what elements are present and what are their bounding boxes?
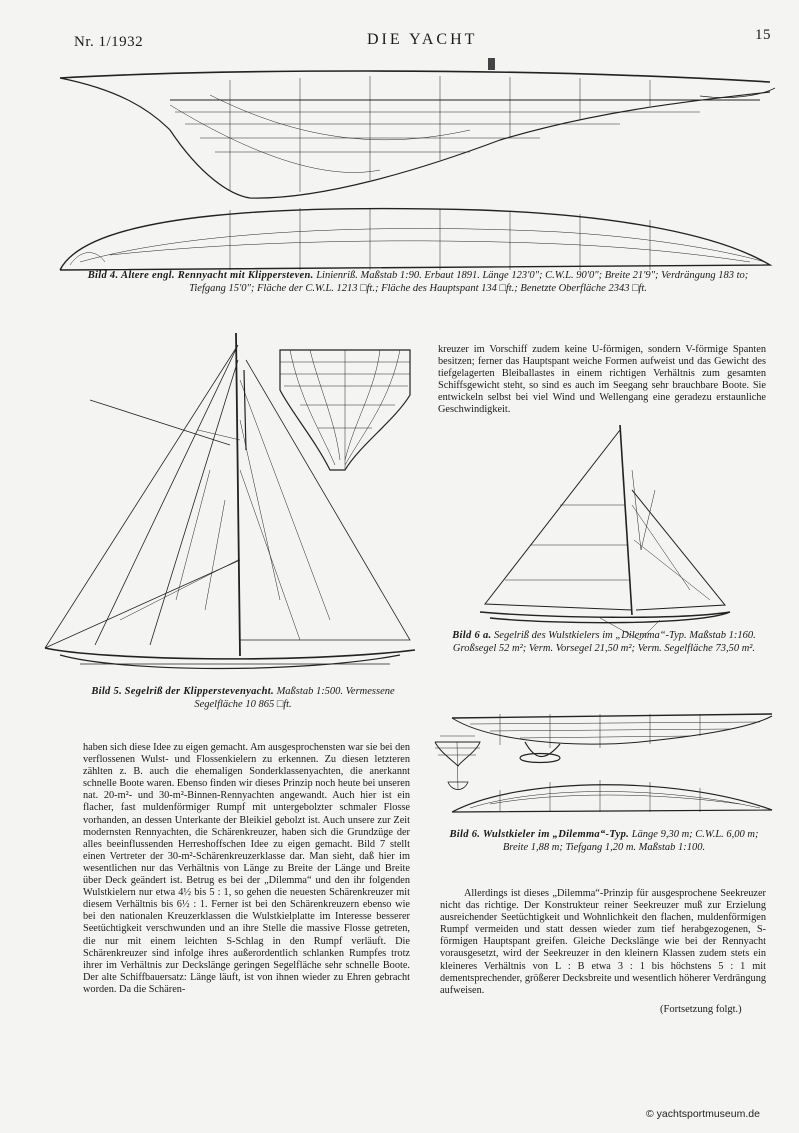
body-text-right-bottom [440,888,766,997]
paragraph: haben sich diese Idee zu eigen gemacht. Am ausgesprochensten war sie bei den verflossenen Wulst- und Flossenkielern zu erkennen. Zu diesen letzteren zählten z. B. auch die ehemaligen Sonderklassenyachten, die anerkannt schnelle Boote waren. Ebenso finden wir dieses Prinzip noch heute bei unseren nat. 20-m²- und 30-m²-Binnen-Rennyachten angewandt. Auch hier ist ein flacher, fast muldenförmiger Rumpf mit untergebolzter schmaler Flosse vorhanden, an dessen Unterkante der Bleikiel gebolzt ist. Auch unsere zur Zeit modernsten Rennyachten, die Schärenkreuzer, haben sich die Grundzüge der alles beeinflussenden Herreshoffschen Idee zu eigen gemacht. Bild 7 stellt einen Vertreter der 30-m²-Schärenkreuzerklasse dar. Man sieht, daß hier im wesentlichen nur das Verhältnis von Länge zu Breite der Länge und Breite über Deck geändert ist. Betrug es bei der „Dilemma“ und den ihr folgenden Wulstkielern nur etwa 4½ bis 5 : 1, so gehen die neuesten Schärenkreuzer mit diesem Verhältnis bis 6½ : 1. Ferner ist bei den Schärenkreuzern ebenso wie bei den nationalen Kreuzerklassen die Wulstkielplatte im Interesse besserer Seetüchtigkeit verschwunden und an ihre Stelle die massive Flosse getreten, die nur mit einem leichten S-Schlag in den Rumpf verläuft. Die Schärenkreuzer sind infolge ihres außerordentlich schlanken Rumpfes trotz ihrer im Verhältnis zur Deckslänge geringen Segelfläche sehr schnelle Boote. Der alte Schiffbauersatz: Länge läuft, ist von ihnen wieder zu Ehren gebracht worden. Da die Schären- [83,742,410,995]
fig6-label: Bild 6. [449,829,481,840]
fig6-caption [438,829,770,854]
fig5-details: Maßstab 1:500. Vermessene Segelfläche 10 865 □ft. [194,686,395,710]
fig6-details: Länge 9,30 m; C.W.L. 6,00 m; Breite 1,88 m; Tiefgang 1,20 m. Maßstab 1:100. [502,829,759,853]
issue-number: Nr. 1/1932 [74,34,144,50]
fig6-title: Wulstkieler im „Dilemma“-Typ. [482,829,630,840]
body-text-left-bottom [83,742,410,996]
fig5-label: Bild 5. [91,686,123,697]
fig4-label: Bild 4. [87,270,119,281]
fig4-title: Ältere engl. Rennyacht mit Klippersteven. [121,270,314,281]
fig6a-label: Bild 6 a. [452,630,492,641]
fig6a-details: Segelriß des Wulstkielers im „Dilemma“-Typ. Maßstab 1:160. Großsegel 52 m²; Verm. Vorsegel 21,50 m²; Verm. Segelfläche 73,50 m². [452,630,756,654]
page-number: 15 [755,27,771,43]
paragraph: Allerdings ist dieses „Dilemma“-Prinzip für ausgesprochene Seekreuzer nicht das richtige. Der Konstrukteur reiner Seekreuzer muß zur Erzielung ausreichender Seetüchtigkeit und Wohnlichkeit den flachen, muldenförmigen Rumpf vermeiden und statt dessen wieder zum tief herabgezogenen, S-förmigen Hauptspant greifen. Gleiche Deckslänge wie bei der Rennyacht vorausgesetzt, wird der Seekreuzer in den kleinern Klassen zudem stets ein kleineres Verhältnis von L : B etwa 3 : 1 bis höchstens 5 : 1 mit dementsprechender, größerer Decksbreite und wesentlich höherer Verdrängung aufweisen. [440,888,766,996]
magazine-title: DIE YACHT [367,31,478,48]
continuation-note: (Fortsetzung folgt.) [660,1004,742,1015]
fig5-title: Segelriß der Klipperstevenyacht. [124,686,274,697]
watermark: © yachtsportmuseum.de [646,1108,760,1120]
fig4-details: Linienriß. Maßstab 1:90. Erbaut 1891. Länge 123'0"; C.W.L. 90'0"; Breite 21'9"; Verdrängung 183 to; Tiefgang 15'0"; Fläche der C.W.L. 1213 □ft.; Fläche des Hauptspant 134 □ft.; Benetzte Oberfläche 2343 □ft. [189,270,749,294]
paragraph: kreuzer im Vorschiff zudem keine U-förmigen, sondern V-förmige Spanten besitzen; ferner das Hauptspant weiche Formen aufweist und das Gewicht des tiefgelagerten Bleiballastes in einem richtigen Verhältnis zum gesamten Schiffsgewicht steht, so sind es auch im Seegang sehr brauchbare Boote. Sie entwickeln selbst bei viel Wind und Wellengang eine geradezu erstaunliche Geschwindigkeit. [438,344,766,416]
